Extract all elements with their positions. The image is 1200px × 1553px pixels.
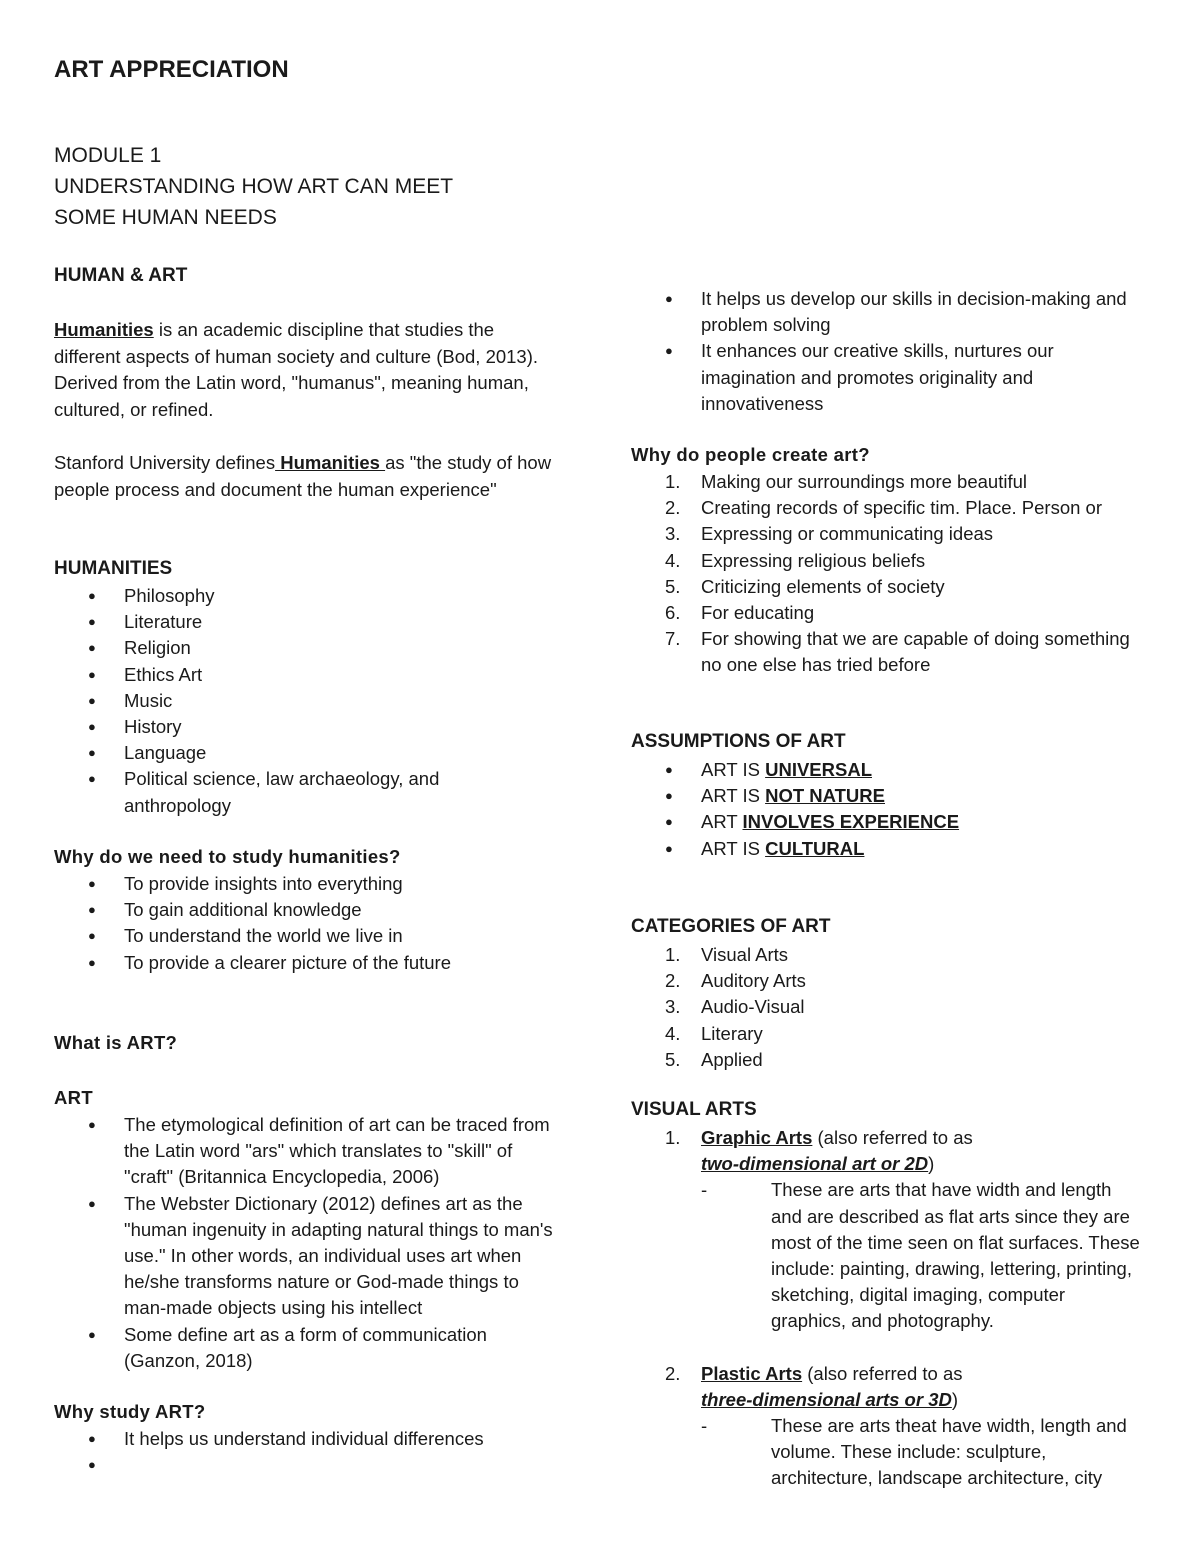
list-item: 4. Expressing religious beliefs [665, 549, 926, 571]
graphic-arts-title: Graphic Arts (also referred to as [701, 1127, 973, 1148]
list-item: ● ART IS NOT NATURE [631, 783, 1156, 809]
why-study-humanities-heading: Why do we need to study humanities? [54, 846, 401, 867]
what-is-art-heading: What is ART? [54, 1032, 178, 1053]
art-definition-list [54, 1112, 564, 1374]
bullet-icon: ● [88, 588, 96, 603]
why-study-humanities-list [54, 871, 574, 976]
humanities-list [54, 583, 574, 819]
list-item: ● ART IS CULTURAL [631, 836, 1156, 862]
plastic-arts-description: - These are arts theat have width, length and volume. These include: sculpture, architecture, landscape architecture, city [701, 1415, 1127, 1489]
bullet-icon: ● [665, 762, 673, 777]
module-title-line2: SOME HUMAN NEEDS [54, 206, 277, 229]
module-number: MODULE 1 [54, 144, 162, 167]
human-art-heading: HUMAN & ART [54, 265, 188, 286]
assumptions-list [631, 757, 1156, 862]
list-item: 7. For showing that we are capable of doing something no one else has tried before [665, 628, 1130, 676]
stanford-definition-text: as "the study of how people process and document the human experience" [54, 452, 552, 500]
list-item: ● ART INVOLVES EXPERIENCE [631, 809, 1156, 835]
bullet-icon: ● [88, 719, 96, 735]
bullet-icon: ● [88, 1457, 96, 1473]
list-item: 6. For educating [665, 602, 815, 624]
list-item: 2. Creating records of specific tim. Place. Person or [665, 497, 1102, 519]
list-item: ● To provide insights into everything [54, 871, 574, 897]
list-item: ● Political science, law archaeology, and anthropology [88, 768, 440, 816]
humanities-definition-text: is an academic discipline that studies the different aspects of human society and culture (Bod, 2013). Derived from the Latin word, "humanus", meaning human, cultured, or refined. [54, 319, 539, 420]
bullet-icon: ● [88, 1117, 96, 1132]
visual-arts-list [631, 1125, 1156, 1492]
list-item: ● Literature [54, 609, 574, 635]
list-item: ● The etymological definition of art can be traced from the Latin word "ars" which translates to "skill" of "craft" (Britannica Encyclopedia, 2006) [88, 1114, 550, 1188]
humanities-term: Humanities [54, 319, 154, 340]
bullet-icon: ● [88, 771, 96, 787]
graphic-arts-aka: two-dimensional art or 2D) [701, 1153, 935, 1175]
bullet-icon: ● [88, 640, 96, 656]
bullet-icon: ● [665, 788, 673, 804]
why-study-art-heading: Why study ART? [54, 1401, 206, 1422]
list-item: ● It helps us develop our skills in decision-making and problem solving [665, 288, 1127, 336]
graphic-arts-description: - These are arts that have width and length and are described as flat arts since they are most of the time seen on flat surfaces. These include: painting, drawing, lettering, printing, sketching, digital imaging, computer graphics, and photography. [701, 1179, 1140, 1332]
list-item: 5. Applied [665, 1048, 763, 1070]
list-item: ● Some define art as a form of communication (Ganzon, 2018) [88, 1323, 487, 1371]
bullet-icon: ● [665, 343, 673, 359]
list-item: 1. Graphic Arts (also referred to as two-dimensional art or 2D) - These are arts that have width and length and are described as flat arts since they are most of the time seen on flat surfaces. These include: painting, drawing, lettering, printing, sketching, digital imaging, computer graphics, and photography. [631, 1125, 1156, 1335]
list-item: ● Religion [54, 635, 574, 661]
assumptions-heading: ASSUMPTIONS OF ART [631, 731, 846, 752]
why-create-art-heading: Why do people create art? [631, 444, 870, 465]
stanford-humanities-term: Humanities [275, 452, 386, 473]
list-item: ● ART IS UNIVERSAL [631, 757, 1156, 783]
stanford-definition [54, 450, 564, 503]
categories-list [631, 942, 1156, 1073]
list-item: ● Philosophy [54, 583, 574, 609]
stanford-prefix: Stanford University defines [54, 452, 276, 473]
plastic-arts-aka: three-dimensional arts or 3D) [701, 1388, 959, 1410]
bullet-icon: ● [665, 814, 673, 830]
list-item: ● To gain additional knowledge [54, 897, 574, 923]
bullet-icon: ● [88, 1431, 96, 1446]
plastic-arts-title: Plastic Arts (also referred to as [701, 1362, 963, 1384]
art-heading: ART [54, 1087, 93, 1108]
list-item: ● To provide a clearer picture of the future [54, 950, 574, 976]
bullet-icon: ● [88, 876, 96, 891]
bullet-icon: ● [88, 928, 96, 944]
why-create-art-list [631, 469, 1156, 679]
bullet-icon: ● [665, 291, 673, 306]
list-item: 1. Making our surroundings more beautiful [665, 471, 1027, 492]
list-item: ● The Webster Dictionary (2012) defines art as the "human ingenuity in adapting natural things to man's use." In other words, an individual uses art when he/she transforms nature or God-made things to man-made objects using his intellect [88, 1192, 553, 1319]
list-item: ● Language [54, 740, 574, 766]
list-item: ● It enhances our creative skills, nurtures our imagination and promotes originality and innovativeness [665, 340, 1054, 414]
humanities-definition [54, 317, 564, 423]
bullet-icon: ● [88, 692, 96, 708]
list-item: ● Ethics Art [54, 662, 574, 688]
bullet-icon: ● [88, 666, 96, 682]
visual-arts-heading: VISUAL ARTS [631, 1099, 757, 1120]
list-item: ● It helps us understand individual differences [54, 1426, 574, 1452]
list-item: ● Music [54, 688, 574, 714]
why-study-art-continued-list [631, 286, 1151, 417]
bullet-icon: ● [88, 1195, 96, 1211]
list-item: 3. Expressing or communicating ideas [665, 523, 994, 545]
bullet-icon: ● [88, 614, 96, 630]
bullet-icon: ● [665, 840, 673, 856]
list-item: 3. Audio-Visual [665, 996, 805, 1018]
list-item [54, 1452, 574, 1478]
list-item: ● History [54, 714, 574, 740]
list-item: 2. Auditory Arts [665, 970, 806, 992]
bullet-icon: ● [88, 745, 96, 761]
document-title: ART APPRECIATION [54, 56, 289, 83]
categories-heading: CATEGORIES OF ART [631, 916, 831, 937]
list-item: 1. Visual Arts [665, 944, 789, 965]
bullet-icon: ● [88, 954, 96, 970]
module-title-line1: UNDERSTANDING HOW ART CAN MEET [54, 175, 454, 198]
why-study-art-list [54, 1426, 574, 1478]
bullet-icon: ● [88, 902, 96, 918]
list-item: 5. Criticizing elements of society [665, 575, 945, 597]
bullet-icon: ● [88, 1326, 96, 1342]
list-item: 2. Plastic Arts (also referred to as three-dimensional arts or 3D) - These are arts theat have width, length and volume. These include: sculpture, architecture, landscape architecture, city [631, 1361, 1156, 1492]
list-item: ● To understand the world we live in [54, 923, 574, 949]
humanities-heading: HUMANITIES [54, 558, 173, 579]
list-item: 4. Literary [665, 1022, 763, 1044]
